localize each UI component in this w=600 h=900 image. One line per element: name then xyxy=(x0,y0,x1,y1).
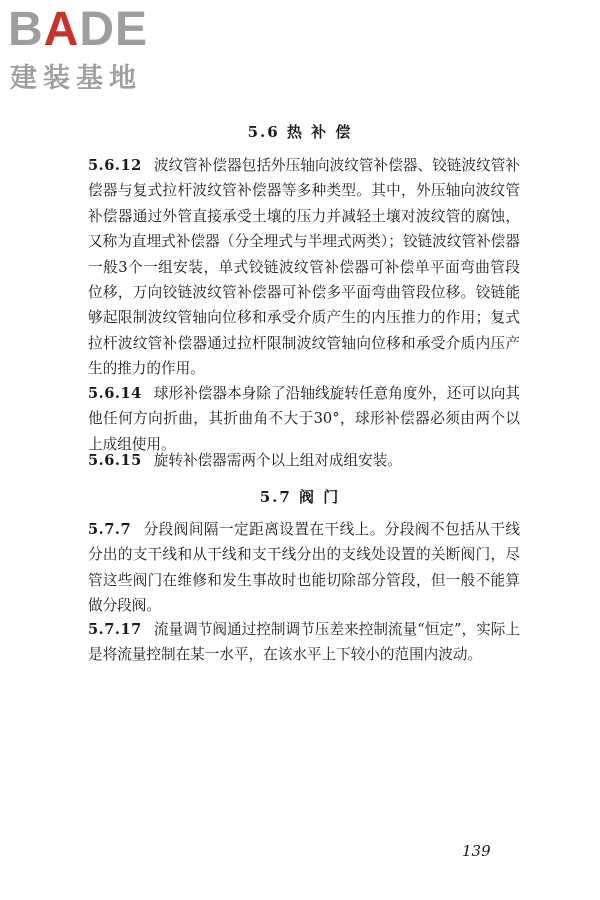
logo-letters-de: DE xyxy=(79,3,149,56)
clause-5-6-14 xyxy=(88,381,520,457)
bade-watermark-logo xyxy=(8,3,178,96)
page-number: 139 xyxy=(462,842,491,860)
logo-letter-b: B xyxy=(8,3,44,56)
clause-5-6-12 xyxy=(88,153,520,382)
clause-text: 流量调节阀通过控制调节压差来控制流量“恒定”，实际上是将流量控制在某一水平，在该水平上下较小的范围内波动。 xyxy=(88,621,520,664)
clause-text: 波纹管补偿器包括外压轴向波纹管补偿器、铰链波纹管补偿器与复式拉杆波纹管补偿器等多种类型。其中，外压轴向波纹管补偿器通过外管直接承受土壤的压力并减轻土壤对波纹管的腐蚀，又称为直埋式补偿器（分全埋式与半埋式两类）；铰链波纹管补偿器一般3个一组安装，单式铰链波纹管补偿器可补偿单平面弯曲管段位移，万向铰链波纹管补偿器可补偿多平面弯曲管段位移。铰链能够起限制波纹管轴向位移和承受介质产生的内压推力的作用；复式拉杆波纹管补偿器通过拉杆限制波纹管轴向位移和承受介质内压产生的推力的作用。 xyxy=(88,157,520,378)
logo-subtitle: 建装基地 xyxy=(10,63,142,94)
logo-wordmark xyxy=(8,3,178,56)
clause-text: 旋转补偿器需两个以上组对成组安装。 xyxy=(153,452,402,469)
clause-5-7-7 xyxy=(88,517,520,619)
section-heading-5-6: 5.6 热 补 偿 xyxy=(247,123,353,141)
logo-letter-a-accent: A xyxy=(43,3,80,56)
clause-number: 5.6.12 xyxy=(88,157,142,174)
clause-text: 球形补偿器本身除了沿轴线旋转任意角度外，还可以向其他任何方向折曲，其折曲角不大于30°，球形补偿器必须由两个以上成组使用。 xyxy=(88,385,520,453)
clause-number: 5.6.15 xyxy=(88,452,142,469)
clause-5-7-17 xyxy=(88,617,520,668)
clause-number: 5.6.14 xyxy=(88,385,142,402)
clause-number: 5.7.7 xyxy=(88,521,132,538)
clause-5-6-15 xyxy=(88,448,520,473)
clause-number: 5.7.17 xyxy=(88,621,142,638)
section-heading-5-7: 5.7 阀 门 xyxy=(259,488,341,506)
clause-text: 分段阀间隔一定距离设置在干线上。分段阀不包括从干线分出的支干线和从干线和支干线分出的支线处设置的关断阀门，尽管这些阀门在维修和发生事故时也能切除部分管段，但一般不能算做分段阀。 xyxy=(88,521,520,615)
